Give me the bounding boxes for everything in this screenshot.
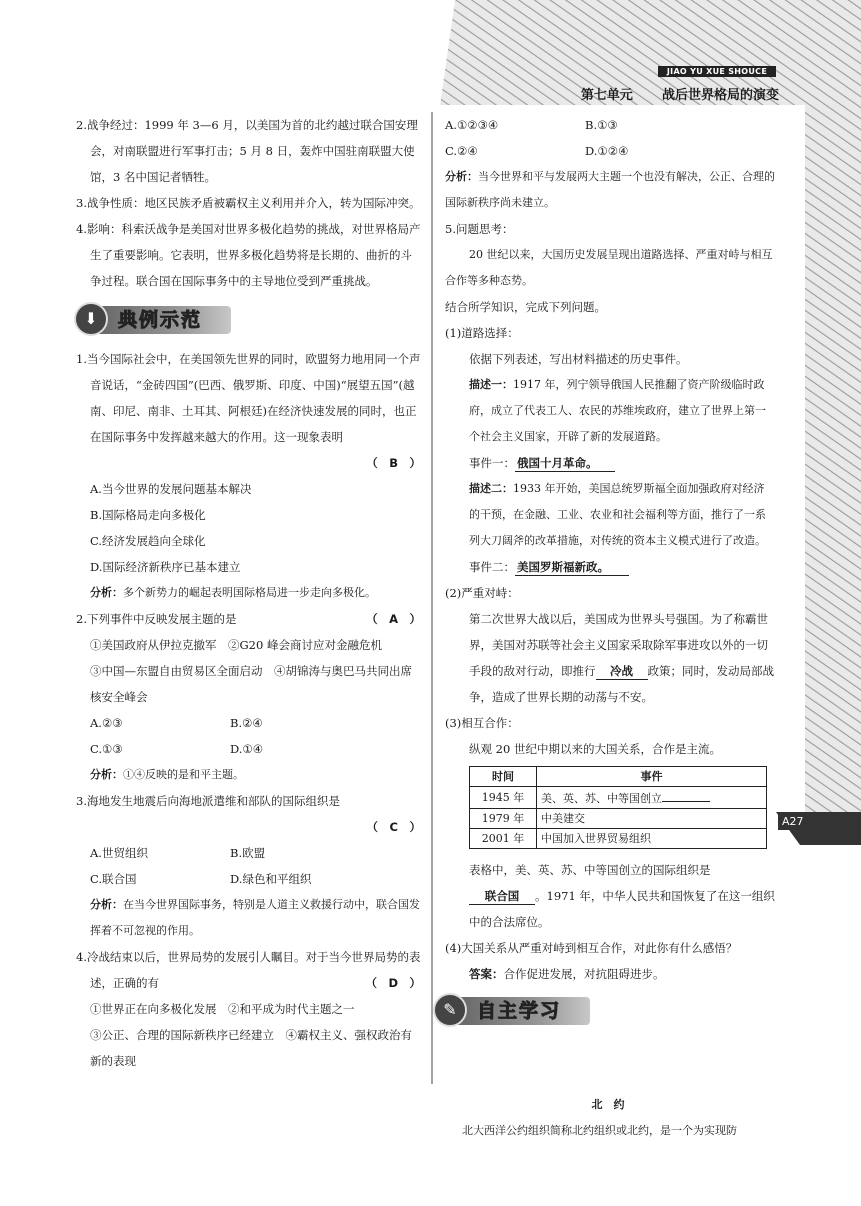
option-row [445,112,775,138]
question-stem-row: 2.下列事件中反映发展主题的是 （ A ） [76,612,421,626]
left-column [76,112,421,1074]
question-answer: （ D ） [365,976,421,990]
table-header: 事件 [537,767,767,787]
sub-instruction: 依据下列表述，写出材料描述的历史事件。 [469,352,688,366]
option-row [445,138,775,164]
answer-blank: 俄国十月革命。 [515,455,615,472]
option: B.国际格局走向多极化 [90,508,206,522]
option-row [76,866,421,892]
analysis: 分析：多个新势力的崛起表明国际格局进一步走向多极化。 [90,586,376,599]
page-number: A27 [778,813,822,830]
pen-icon: ✎ [433,993,467,1027]
question-title: 5.问题思考： [445,222,514,236]
option: C.①③ [90,742,123,756]
table-cell: 中国加入世界贸易组织 [537,829,767,849]
option: B.欧盟 [230,846,266,860]
option: B.②④ [230,716,263,730]
answer: 答案：合作促进发展，对抗阻碍进步。 [469,967,665,981]
table-cell: 2001 年 [470,829,537,849]
intro-paragraph: 4.影响：科索沃战争是美国对世界多极化趋势的挑战，对世界格局产生了重要影响。它表明，世界多极化趋势将是长期的、曲折的斗争过程。联合国在国际事务中的主导地位受到严重挑战。 [76,222,421,288]
table-header-row [470,767,767,787]
description-2: 描述二：1933 年开始，美国总统罗斯福全面加强政府对经济的干预，在金融、工业、农业和社会福利等方面，推行了一系列大刀阔斧的改革措施，对传统的资本主义模式进行了改造。 [469,482,766,547]
table-cell: 1979 年 [470,809,537,829]
section-banner-examples [76,302,421,340]
question-2 [76,606,421,788]
header-pinyin: JIAO YU XUE SHOUCE [658,66,776,77]
question-answer: （ C ） [366,820,421,834]
question-4 [76,944,421,1074]
question-stem: 1.当今国际社会中，在美国领先世界的同时，欧盟努力地用同一个声音说话，“金砖四国”(巴西、俄罗斯、印度、中国)“展望五国”(越南、印尼、南非、土耳其、阿根廷)在经济快速发展的同时，也正在国际事务中发挥越来越大的作用。这一现象表明 [76,352,421,444]
intro-paragraph: 2.战争经过：1999 年 3—6 月，以美国为首的北约越过联合国安理会，对南联盟进行军事打击；5 月 8 日，轰炸中国驻南联盟大使馆，3 名中国记者牺牲。 [76,118,418,184]
analysis: 分析：当今世界和平与发展两大主题一个也没有解决，公正、合理的国际新秩序尚未建立。 [445,170,775,209]
option: C.联合国 [90,872,137,886]
section-banner-self-study [435,993,775,1031]
option: A.①②③④ [445,118,499,132]
option-row [76,736,421,762]
option-row [76,840,421,866]
instruction: 结合所学知识，完成下列问题。 [445,300,606,314]
table-header: 时间 [470,767,537,787]
event-2: 事件二： 美国罗斯福新政。 [445,554,775,580]
sub-question-title: (3)相互合作： [445,716,519,730]
intro-paragraph: 3.战争性质：地区民族矛盾被霸权主义利用并介入，转为国际冲突。 [76,196,421,210]
download-icon: ⬇ [74,302,108,336]
option: D.①④ [230,742,264,756]
paragraph: 表格中，美、英、苏、中等国创立的国际组织是联合国 。1971 年，中华人民共和国恢复了在这一组织中的合法席位。 [469,863,775,929]
paragraph: 纵观 20 世纪中期以来的大国关系，合作是主流。 [469,742,721,756]
question-1 [76,346,421,606]
option-row [76,710,421,736]
event-1: 事件一： 俄国十月革命。 [445,450,775,476]
description-1: 描述一：1917 年，列宁领导俄国人民推翻了资产阶级临时政府，成立了代表工人、农民的苏维埃政府，建立了世界上第一个社会主义国家，开辟了新的发展道路。 [469,378,766,443]
answer-blank: 美国罗斯福新政。 [515,559,629,576]
table-cell: 美、英、苏、中等国创立 [537,787,767,809]
answer-blank: 冷战 [596,663,648,680]
sub-question-title: (4)大国关系从严重对峙到相互合作，对此你有什么感悟？ [445,941,738,955]
unit-title: 战后世界格局的演变 [661,88,779,103]
material-intro: 20 世纪以来，大国历史发展呈现出道路选择、严重对峙与相互合作等多种态势。 [445,248,773,287]
question-3 [76,788,421,944]
sub-question-title: (1)道路选择： [445,326,519,340]
option: D.国际经济新秩序已基本建立 [90,560,241,574]
statement: ③中国—东盟自由贸易区全面启动 ④胡锦涛与奥巴马共同出席核安全峰会 [90,664,412,704]
blank-line [662,787,710,802]
statement: ①世界正在向多极化发展 ②和平成为时代主题之一 [90,1002,355,1016]
option: A.当今世界的发展问题基本解决 [90,482,252,496]
section-title: 自主学习 [477,1000,562,1022]
statement: ③公正、合理的国际新秩序已经建立 ④霸权主义、强权政治有新的表现 [90,1028,412,1068]
reading-section [440,1092,776,1144]
question-answer: （ B ） [366,456,421,470]
table-row [470,829,767,849]
question-5 [445,216,775,987]
right-column [445,112,775,1037]
option: D.①②④ [585,144,629,158]
question-stem: 3.海地发生地震后向海地派遣维和部队的国际组织是 [76,794,340,808]
header-unit-title [581,84,779,103]
table-row [470,809,767,829]
unit-label: 第七单元 [580,88,633,103]
sub-question-title: (2)严重对峙： [445,586,519,600]
option: C.②④ [445,144,478,158]
paragraph: 第二次世界大战以后，美国成为世界头号强国。为了称霸世界，美国对苏联等社会主义国家采取除军事进攻以外的一切手段的敌对行动，即推行 冷战 政策；同时，发动局部战争，造成了世界长期的动荡与不安。 [469,612,774,704]
table-cell: 1945 年 [470,787,537,809]
question-stem: 4.冷战结束以后，世界局势的发展引人瞩目。对于当今世界局势的表述，正确的有 [76,950,421,990]
option: C.经济发展趋向全球化 [90,534,206,548]
section-title: 典例示范 [118,309,203,331]
table-row [470,787,767,809]
answer-blank: 联合国 [469,888,535,905]
option: A.世贸组织 [90,846,148,860]
reading-title: 北 约 [591,1098,625,1111]
option: B.①③ [585,118,618,132]
table-cell: 中美建交 [537,809,767,829]
events-table [469,766,767,849]
option: D.绿色和平组织 [230,872,312,886]
analysis: 分析：①④反映的是和平主题。 [90,768,244,781]
reading-text: 北大西洋公约组织简称北约组织或北约，是一个为实现防 [462,1124,737,1137]
statement: ①美国政府从伊拉克撤军 ②G20 峰会商讨应对金融危机 [90,638,382,652]
analysis: 分析：在当今世界国际事务，特别是人道主义救援行动中，联合国发挥着不可忽视的作用。 [90,898,420,937]
option: A.②③ [90,716,123,730]
